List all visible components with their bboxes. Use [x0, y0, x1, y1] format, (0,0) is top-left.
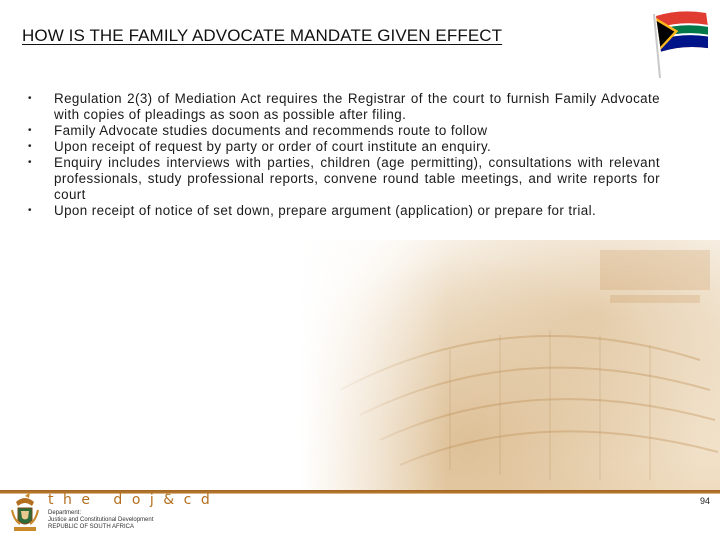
south-africa-flag-icon: [650, 10, 708, 80]
slide-title: HOW IS THE FAMILY ADVOCATE MANDATE GIVEN EFFECT: [22, 26, 503, 45]
bullet-marker: •: [28, 141, 32, 152]
bullet-item: [28, 123, 660, 139]
department-line: Department:: [48, 510, 82, 516]
bullet-item: [28, 155, 660, 203]
bullet-marker: •: [28, 205, 32, 216]
bullet-list: [28, 91, 660, 219]
department-line: Justice and Constitutional Development: [48, 517, 154, 523]
bullet-marker: •: [28, 125, 32, 136]
bullet-text: Upon receipt of request by party or order of court institute an enquiry.: [54, 139, 492, 154]
department-line: REPUBLIC OF SOUTH AFRICA: [48, 524, 135, 530]
department-text: [48, 510, 153, 531]
brand-wordmark: the doj&cd: [48, 492, 220, 508]
bullet-item: [28, 91, 660, 123]
bullet-text: Family Advocate studies documents and recommends route to follow: [54, 123, 488, 138]
bullet-marker: •: [28, 157, 32, 168]
page-number: 94: [699, 496, 710, 506]
courtroom-background-image: [300, 240, 720, 490]
bullet-text: Upon receipt of notice of set down, prepare argument (application) or prepare for trial.: [54, 203, 597, 218]
coat-of-arms-icon: [8, 490, 42, 536]
bullet-item: [28, 139, 660, 155]
bullet-text: Enquiry includes interviews with parties, children (age permitting), consultations with relevant professionals, study professional reports, convene round table meetings, and write reports for court: [54, 155, 660, 202]
bullet-text: Regulation 2(3) of Mediation Act requires the Registrar of the court to furnish Family Advocate with copies of pleadings as soon as possible after filing.: [54, 91, 660, 122]
bullet-marker: •: [28, 93, 32, 104]
bullet-item: [28, 203, 660, 219]
